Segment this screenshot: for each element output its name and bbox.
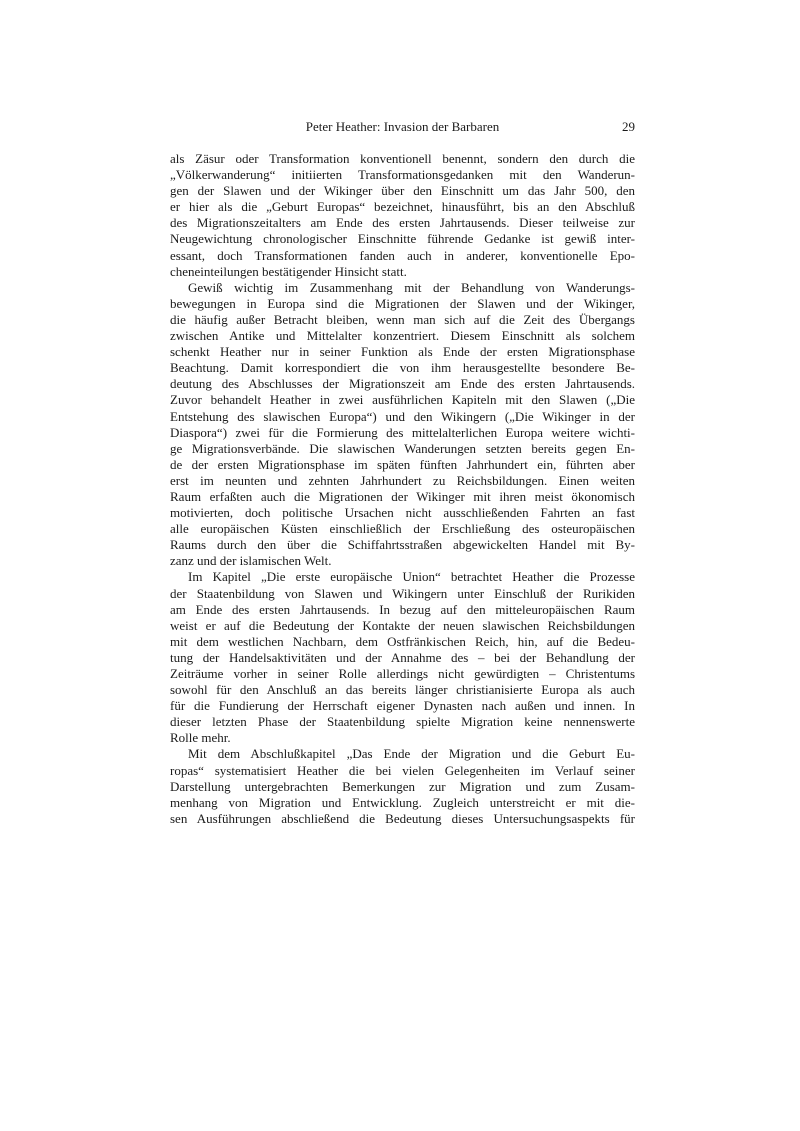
text-line: des Migrationszeitalters am Ende des ersten Jahrtausends. Dieser teilweise zur xyxy=(170,215,635,231)
text-line: Neugewichtung chronologischer Einschnitte führende Gedanke ist gewiß inter- xyxy=(170,231,635,247)
paragraph xyxy=(170,280,635,570)
text-line: mit dem westlichen Nachbarn, dem Ostfränkischen Reich, hin, auf die Bedeu- xyxy=(170,633,635,649)
text-line: gen der Slawen und der Wikinger über den Einschnitt um das Jahr 500, den xyxy=(170,183,635,199)
text-line: Rolle mehr. xyxy=(170,730,231,746)
text-line: de der ersten Migrationsphase im späten fünften Jahrhundert ein, führten aber xyxy=(170,456,635,472)
running-title: Peter Heather: Invasion der Barbaren xyxy=(305,119,500,134)
body-text xyxy=(170,151,635,827)
text-line: Beachtung. Damit korrespondiert die von ihm herausgestellte besondere Be- xyxy=(170,360,635,376)
text-line: cheneinteilungen bestätigender Hinsicht statt. xyxy=(170,263,407,279)
text-line: er hier als die „Geburt Europas“ bezeichnet, hinausführt, bis an den Abschluß xyxy=(170,199,635,215)
text-line: sowohl für den Anschluß an das bereits länger christianisierte Europa als auch xyxy=(170,682,635,698)
running-header xyxy=(170,119,635,135)
text-line: ropas“ systematisiert Heather die bei vielen Gelegenheiten im Verlauf seiner xyxy=(170,762,635,778)
text-line: sen Ausführungen abschließend die Bedeutung dieses Untersuchungsaspekts für xyxy=(170,810,635,826)
paragraph xyxy=(170,569,635,746)
text-line: menhang von Migration und Entwicklung. Zugleich unterstreicht er mit die- xyxy=(170,794,635,810)
text-line: zwischen Antike und Mittelalter konzentriert. Diesem Einschnitt als solchem xyxy=(170,328,635,344)
text-line: motivierten, doch politische Ursachen nicht ausschließenden Fahrten an fast xyxy=(170,505,635,521)
text-line: Zuvor behandelt Heather in zwei ausführlichen Kapiteln mit den Slawen („Die xyxy=(170,392,635,408)
text-line: für die Fundierung der Herrschaft eigener Dynasten nach außen und innen. In xyxy=(170,698,635,714)
text-line: tung der Handelsaktivitäten und der Annahme des – bei der Behandlung der xyxy=(170,649,635,665)
text-line: erst im neunten und zehnten Jahrhundert zu Reichsbildungen. Einen weiten xyxy=(170,472,635,488)
text-line: zanz und der islamischen Welt. xyxy=(170,553,332,569)
text-line: der Staatenbildung von Slawen und Wikingern unter Einschluß der Rurikiden xyxy=(170,585,635,601)
text-line: dieser letzten Phase der Staatenbildung spielte Migration keine nennenswerte xyxy=(170,714,635,730)
text-line: deutung des Abschlusses der Migrationszeit am Ende des ersten Jahrtausends. xyxy=(170,376,635,392)
text-line: weist er auf die Bedeutung der Kontakte der neuen slawischen Reichsbildungen xyxy=(170,617,635,633)
text-line: Gewiß wichtig im Zusammenhang mit der Behandlung von Wanderungs- xyxy=(188,279,635,295)
text-line: bewegungen in Europa sind die Migrationen der Slawen und der Wikinger, xyxy=(170,295,635,311)
text-line: Mit dem Abschlußkapitel „Das Ende der Migration und die Geburt Eu- xyxy=(188,746,635,762)
text-line: „Völkerwanderung“ initiierten Transformationsgedanken mit den Wanderun- xyxy=(170,167,635,183)
text-line: Zeiträume vorher in seiner Rolle allerdings nicht gewürdigten – Christentums xyxy=(170,666,635,681)
text-line: am Ende des ersten Jahrtausends. In bezug auf den mitteleuropäischen Raum xyxy=(170,601,635,617)
page-number: 29 xyxy=(622,119,635,134)
text-line: alle europäischen Küsten einschließlich der Erschließung des osteuropäischen xyxy=(170,521,635,537)
text-line: Raums durch den über die Schiffahrtsstraßen abgewickelten Handel mit By- xyxy=(170,537,635,553)
text-line: Entstehung des slawischen Europa“) und den Wikingern („Die Wikinger in der xyxy=(170,408,635,424)
paragraph xyxy=(170,746,635,826)
text-line: als Zäsur oder Transformation konventionell benennt, sondern den durch die xyxy=(170,151,635,166)
paragraph xyxy=(170,151,635,280)
text-line: Diaspora“) zwei für die Formierung des mittelalterlichen Europa weitere wichti- xyxy=(170,424,635,440)
text-line: Raum erfaßten auch die Migrationen der Wikinger mit ihren meist ökonomisch xyxy=(170,488,635,504)
text-line: essant, doch Transformationen fanden auch in anderer, konventionelle Epo- xyxy=(170,247,635,263)
text-line: Darstellung untergebrachten Bemerkungen zur Migration und zum Zusam- xyxy=(170,778,635,794)
text-line: Im Kapitel „Die erste europäische Union“ betrachtet Heather die Prozesse xyxy=(188,569,635,585)
text-line: schenkt Heather nur in seiner Funktion als Ende der ersten Migrationsphase xyxy=(170,344,635,360)
text-line: ge Migrationsverbände. Die slawischen Wanderungen setzten bereits gegen En- xyxy=(170,440,635,456)
text-line: die häufig außer Betracht bleiben, wenn man sich auf die Zeit des Übergangs xyxy=(170,311,635,327)
